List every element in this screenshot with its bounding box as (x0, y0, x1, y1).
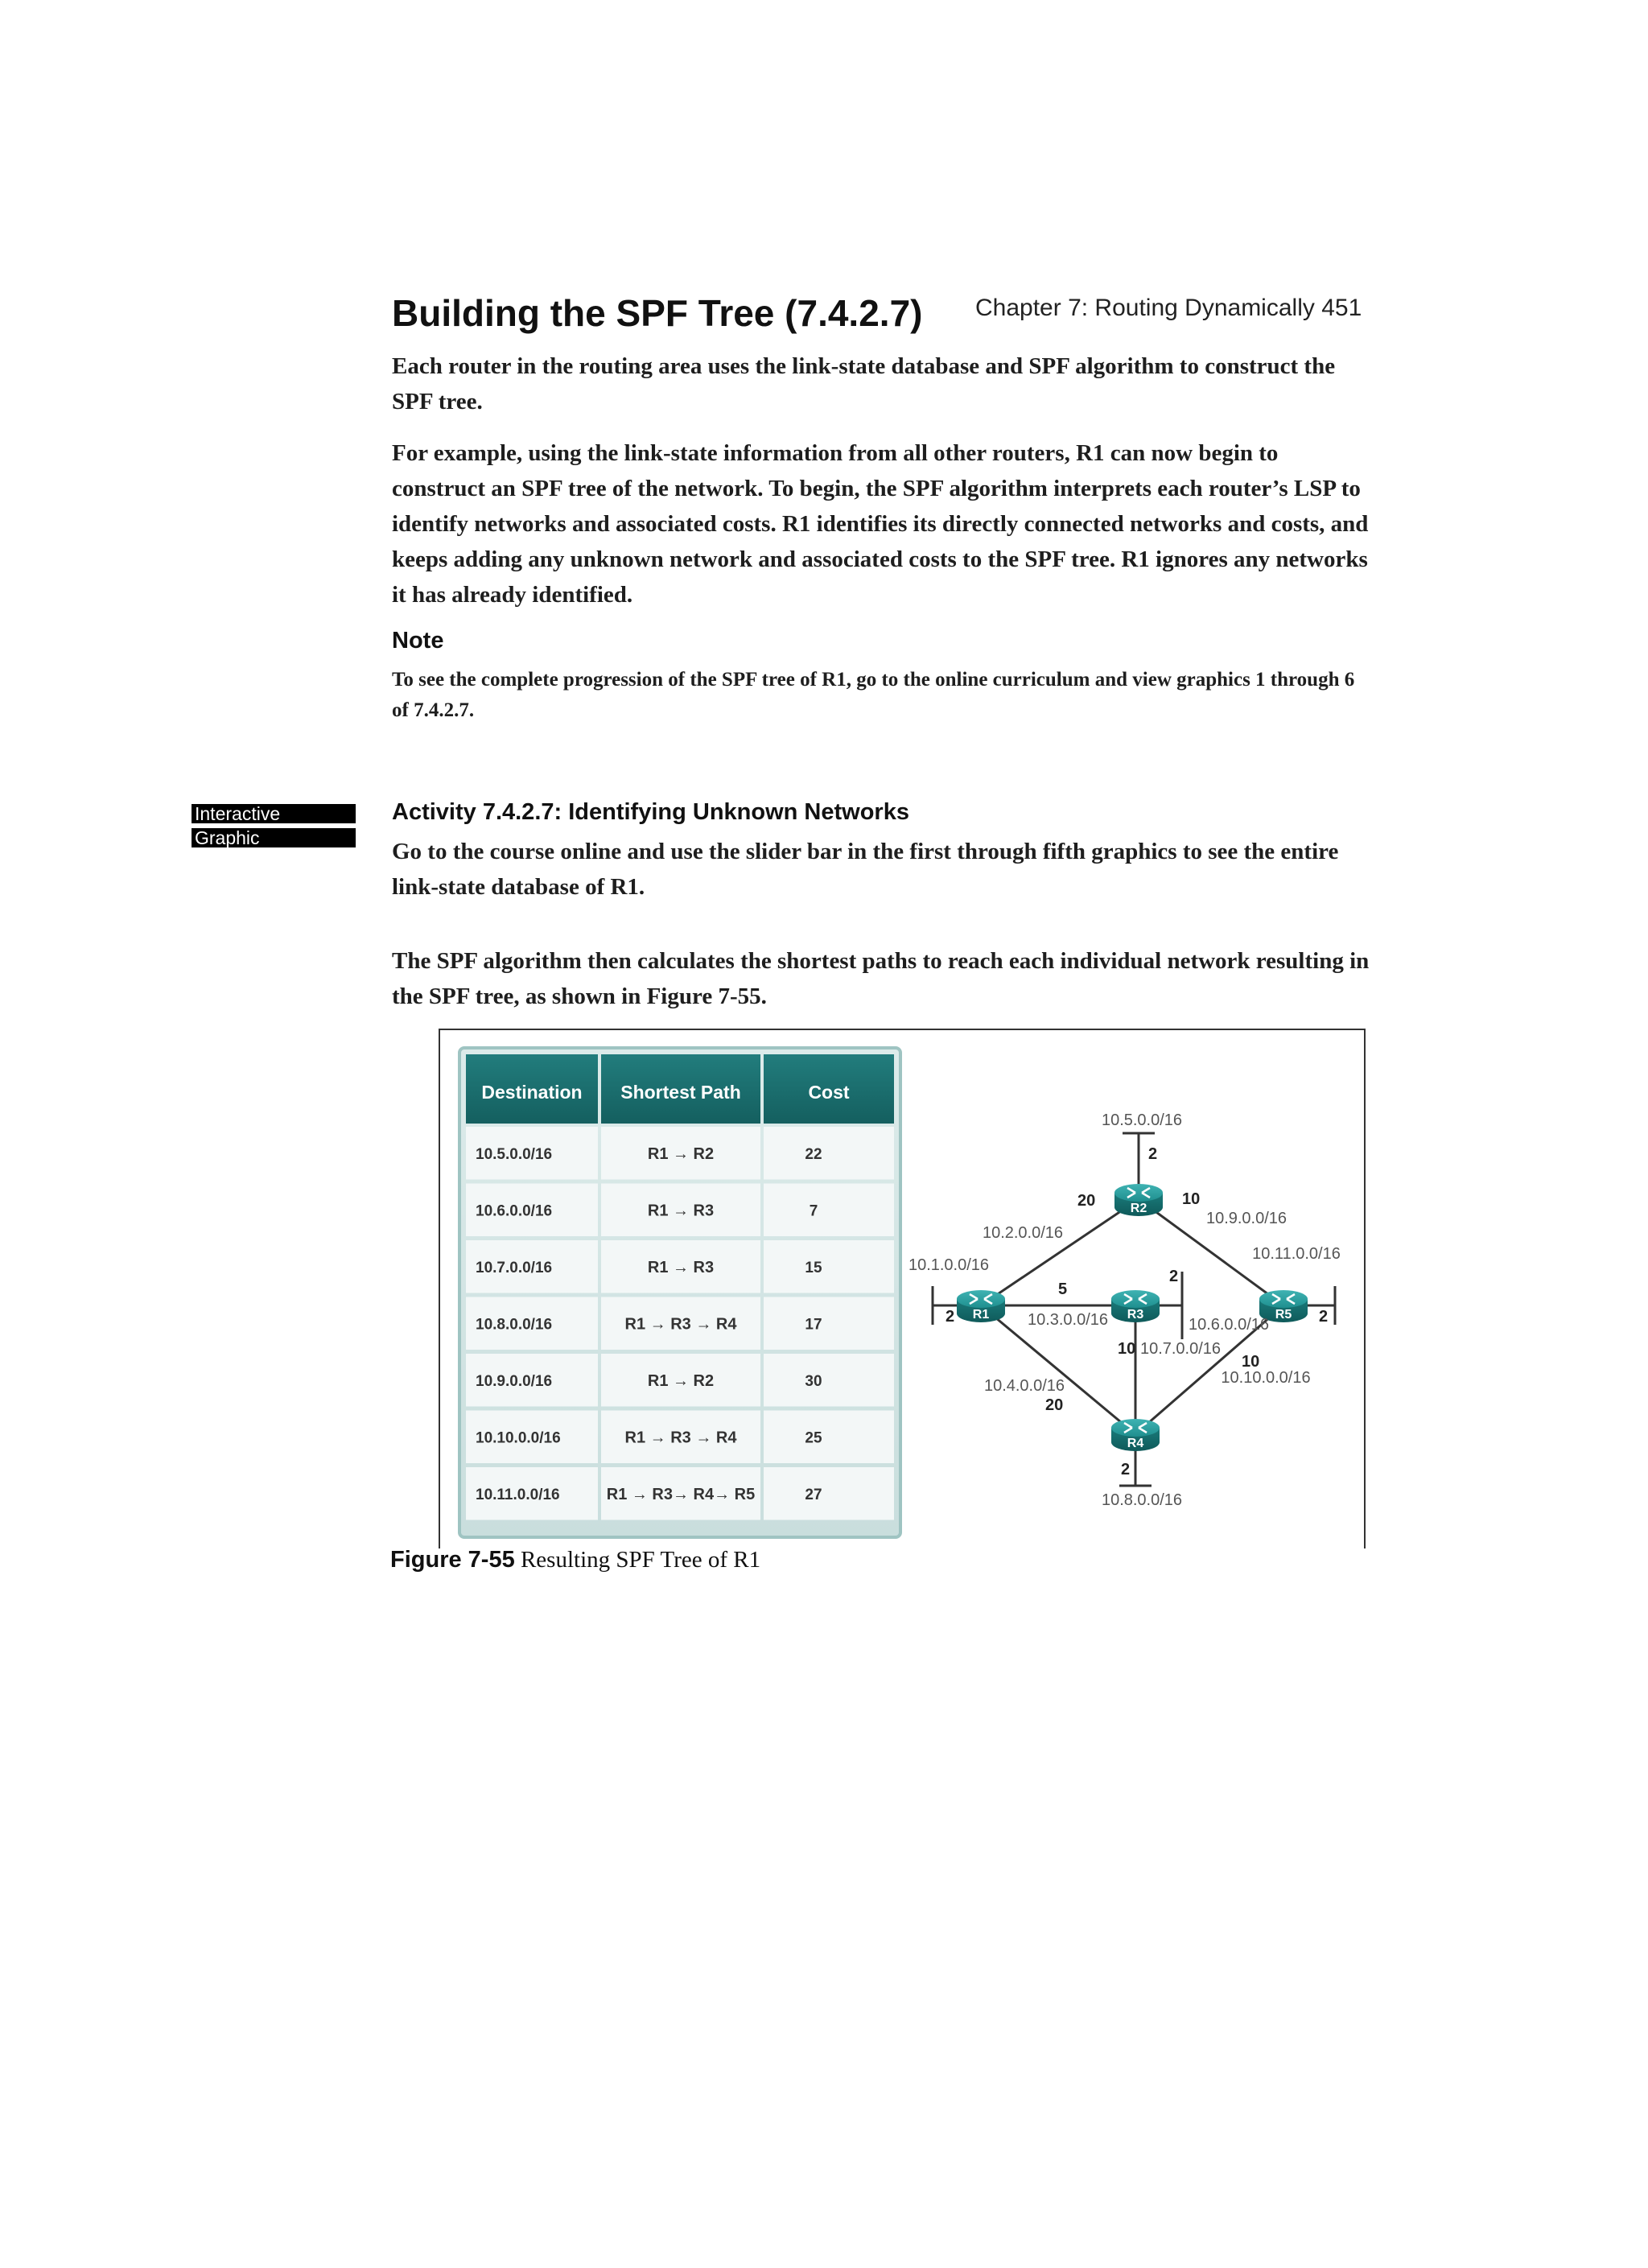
cost-value: 15 (805, 1260, 822, 1276)
destination-value: 10.7.0.0/16 (476, 1260, 553, 1276)
router-label: R4 (1127, 1437, 1144, 1450)
caption-label: Figure 7-55 (390, 1547, 515, 1573)
note-text: To see the complete progression of the SPF tree of R1, go to the online curriculum and view graphics 1 through 6 of 7.4.2.7. (392, 669, 1355, 721)
net-label-10-11: 10.11.0.0/16 (1252, 1245, 1341, 1263)
router-label: R5 (1275, 1308, 1292, 1322)
paragraph-example: For example, using the link-state information from all other routers, R1 can now begin to construct an SPF tree of the network. To begin, the SPF algorithm interprets each router’s LSP to identify networks and associated costs. R1 identifies its directly connected networks and costs, and keeps adding any unknown network and associated costs to the SPF tree. R1 ignores any networks it has already identified. (392, 440, 1369, 608)
cost-value: 30 (805, 1373, 822, 1390)
destination-value: 10.6.0.0/16 (476, 1202, 553, 1220)
header-shortest-path: Shortest Path (620, 1082, 741, 1103)
path-value: R1 → R3 → R4 (624, 1315, 737, 1334)
net-label-10-2: 10.2.0.0/16 (982, 1224, 1064, 1242)
cost-r4-lan: 2 (1121, 1461, 1131, 1478)
section-title: Building the SPF Tree (7.4.2.7) (392, 292, 923, 334)
path-value: R1 → R2 (647, 1372, 715, 1390)
cost-value: 7 (809, 1202, 818, 1220)
caption-text: Resulting SPF Tree of R1 (520, 1547, 761, 1573)
router-r1 (957, 1290, 1005, 1322)
net-label-10-10: 10.10.0.0/16 (1221, 1369, 1311, 1387)
table-cell (764, 1240, 894, 1293)
cost-r1-lan: 2 (946, 1308, 955, 1326)
router-label: R2 (1130, 1202, 1147, 1215)
paragraph-activity: Go to the course online and use the slider bar in the first through fifth graphics to see the entire link-state database of R1. (392, 839, 1339, 900)
router-r4 (1111, 1419, 1160, 1451)
cost-value: 25 (805, 1429, 822, 1447)
cost-r1-r4: 20 (1045, 1396, 1064, 1414)
router-label: R1 (972, 1308, 990, 1322)
table-cell (764, 1354, 894, 1407)
cost-value: 22 (805, 1146, 822, 1163)
cost-r1-r2: 20 (1077, 1192, 1096, 1210)
spf-figure-graphic (440, 1030, 1364, 1550)
router-r3 (1111, 1290, 1160, 1322)
cost-r4-r5: 10 (1242, 1353, 1260, 1371)
destination-value: 10.9.0.0/16 (476, 1373, 553, 1390)
path-value: R1 → R3 (647, 1259, 715, 1276)
paragraph-spf: The SPF algorithm then calculates the shortest paths to reach each individual network resulting in the SPF tree, as shown in Figure 7-55. (392, 948, 1370, 1009)
router-r2 (1114, 1184, 1163, 1216)
destination-value: 10.11.0.0/16 (476, 1487, 560, 1503)
note-heading: Note (392, 628, 444, 654)
table-cell (764, 1184, 894, 1237)
spf-table (459, 1048, 900, 1537)
table-cell (764, 1127, 894, 1180)
cost-r1-r3: 5 (1058, 1280, 1068, 1298)
destination-value: 10.8.0.0/16 (476, 1316, 553, 1334)
net-label-10-9: 10.9.0.0/16 (1205, 1210, 1288, 1227)
table-cell (764, 1411, 894, 1464)
cost-r2-lan: 2 (1148, 1145, 1158, 1163)
net-label-10-6: 10.6.0.0/16 (1188, 1316, 1270, 1334)
net-label-10-8: 10.8.0.0/16 (1101, 1491, 1183, 1509)
running-header: Chapter 7: Routing Dynamically 451 (975, 295, 1362, 321)
path-value: R1 → R3 (647, 1202, 715, 1220)
figure-7-55 (439, 1029, 1366, 1548)
path-value: R1 → R3→ R4→ R5 (606, 1486, 756, 1503)
net-label-10-5: 10.5.0.0/16 (1101, 1111, 1183, 1129)
header-cost: Cost (808, 1082, 850, 1103)
net-label-10-3: 10.3.0.0/16 (1027, 1311, 1109, 1329)
cost-value: 27 (805, 1487, 822, 1503)
net-label-10-7: 10.7.0.0/16 (1139, 1340, 1222, 1358)
table-cell (764, 1467, 894, 1520)
router-label: R3 (1127, 1308, 1144, 1322)
table-cell (764, 1297, 894, 1350)
header-destination: Destination (481, 1082, 583, 1103)
network-topology (908, 1111, 1341, 1509)
paragraph-intro: Each router in the routing area uses the link-state database and SPF algorithm to construct the SPF tree. (392, 353, 1336, 414)
destination-value: 10.5.0.0/16 (476, 1146, 553, 1163)
cost-r3-r4: 10 (1118, 1340, 1136, 1358)
cost-r5-lan: 2 (1319, 1308, 1329, 1326)
graphic-badge: Graphic (192, 828, 356, 847)
figure-caption (390, 1547, 760, 1573)
cost-value: 17 (805, 1316, 822, 1334)
net-label-10-4: 10.4.0.0/16 (983, 1377, 1065, 1395)
path-value: R1 → R3 → R4 (624, 1429, 737, 1447)
interactive-badge: Interactive (192, 804, 356, 823)
cost-r2-r5: 10 (1182, 1190, 1201, 1208)
destination-value: 10.10.0.0/16 (476, 1429, 561, 1447)
activity-title: Activity 7.4.2.7: Identifying Unknown Networks (392, 799, 909, 825)
net-label-10-1: 10.1.0.0/16 (908, 1256, 990, 1274)
path-value: R1 → R2 (647, 1145, 715, 1163)
cost-r3-lan: 2 (1169, 1268, 1179, 1285)
